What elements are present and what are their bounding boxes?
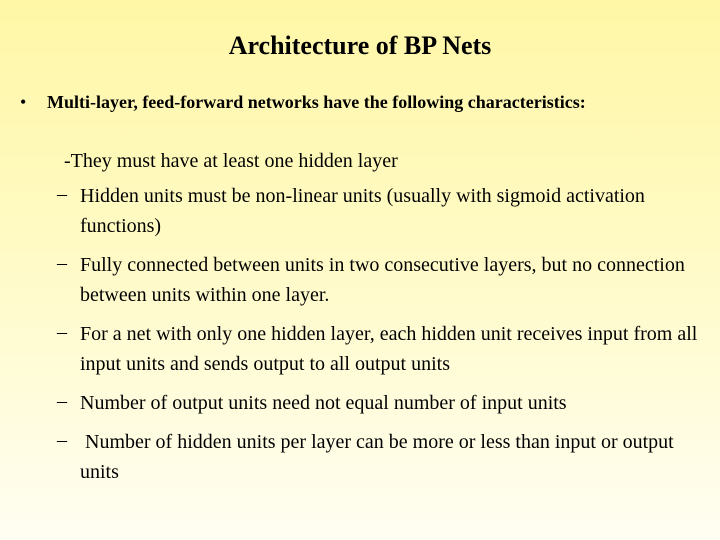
list-item [57, 388, 707, 418]
list-item [57, 250, 707, 310]
list-item-text: Number of output units need not equal number of input units [80, 392, 567, 414]
list-item-text: Number of hidden units per layer can be more or less than input or output units [80, 431, 679, 483]
main-bullet [20, 91, 620, 114]
list-item [57, 319, 707, 379]
dash-icon: – [57, 429, 67, 451]
list-item [57, 427, 707, 487]
bullet-icon: • [20, 92, 27, 112]
dash-icon: – [57, 321, 67, 343]
list-item [57, 181, 707, 241]
list-item-text: Fully connected between units in two consecutive layers, but no connection between units within one layer. [80, 254, 690, 306]
dash-icon: – [57, 183, 67, 205]
main-bullet-text: Multi-layer, feed-forward networks have the following characteristics: [47, 92, 586, 112]
sub-intro-line: -They must have at least one hidden layer [64, 150, 398, 172]
list-item-text: For a net with only one hidden layer, each hidden unit receives input from all input units and sends output to all output units [80, 323, 703, 375]
list-item-text: Hidden units must be non-linear units (usually with sigmoid activation functions) [80, 185, 650, 237]
slide-title: Architecture of BP Nets [228, 31, 492, 60]
dash-list [57, 181, 707, 496]
dash-icon: – [57, 252, 67, 274]
dash-icon: – [57, 390, 67, 412]
